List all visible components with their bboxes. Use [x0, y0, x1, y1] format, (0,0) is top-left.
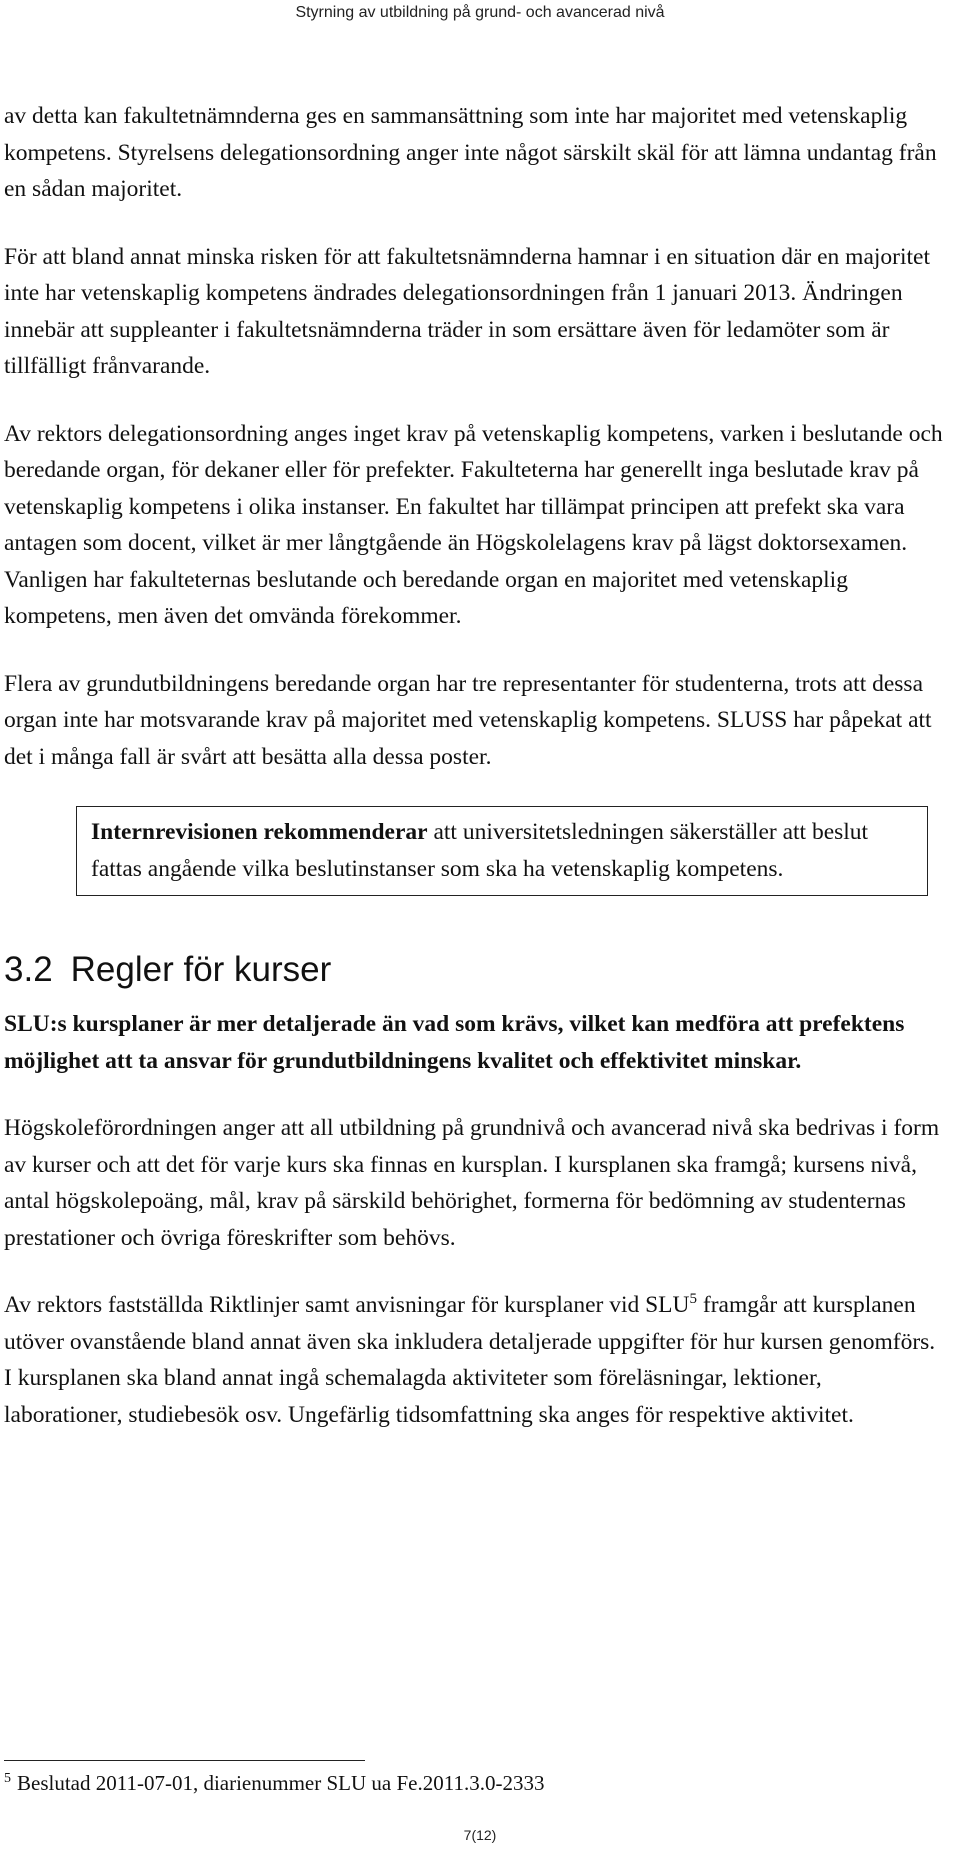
footnote — [4, 1768, 544, 1798]
paragraph: Av rektors delegationsordning anges inget krav på vetenskaplig kompetens, varken i beslutande och beredande organ, för dekaner eller för prefekter. Fakulteterna har generellt inga beslutade krav på vetenskaplig kompetens i olika instanser. En fakultet har tillämpat principen att prefekt ska vara antagen som docent, vilket är mer långtgående än Högskolelagens krav på lägst doktorsexamen. Vanligen har fakulteternas beslutande och beredande organ en majoritet med vetenskaplig kompetens, men även det omvända förekommer. — [4, 420, 943, 629]
section-lead: SLU:s kursplaner är mer detaljerade än vad som krävs, vilket kan medföra att prefektens möjlighet att ta ansvar för grundutbildningens kvalitet och effektivitet minskar. — [4, 1011, 905, 1074]
footnote-reference[interactable]: 5 — [689, 1291, 697, 1307]
paragraph: Flera av grundutbildningens beredande organ har tre representanter för studenterna, trots att dessa organ inte har motsvarande krav på majoritet med vetenskaplig kompetens. SLUSS har påpekat att det i många fall är svårt att besätta alla dessa poster. — [4, 670, 932, 770]
recommendation-box — [76, 806, 928, 896]
paragraph-text: Av rektors fastställda Riktlinjer samt anvisningar för kursplaner vid SLU — [4, 1292, 690, 1318]
footnote-text: Beslutad 2011-07-01, diarienummer SLU ua Fe.2011.3.0-2333 — [17, 1771, 545, 1795]
paragraph: För att bland annat minska risken för att fakultetsnämnderna hamnar i en situation där en majoritet inte har vetenskaplig kompetens ändrades delegationsordningen från 1 januari 2013. Ändringen innebär att suppleanter i fakultetsnämnderna träder in som ersättare även för ledamöter som är tillfälligt frånvarande. — [4, 243, 931, 379]
recommendation-bold: Internrevisionen rekommenderar — [91, 819, 428, 845]
paragraph-text: framgår att kursplanen utöver ovanstående bland annat även ska inkludera detaljerade uppgifter för hur kursen genomförs. I kursplanen ska bland annat ingå schemalagda aktiviteter som föreläsningar, lektioner, laborationer, studiebesök osv. Ungefärlig tidsomfattning ska anges för respektive aktivitet. — [4, 1292, 936, 1428]
page-header: Styrning av utbildning på grund- och avancerad nivå — [295, 4, 665, 21]
paragraph: av detta kan fakultetnämnderna ges en sammansättning som inte har majoritet med vetenskaplig kompetens. Styrelsens delegationsordning anger inte något särskilt skäl för att lämna undantag från en sådan majoritet. — [4, 103, 937, 202]
document-body — [4, 98, 946, 1464]
section-number: 3.2 — [4, 950, 53, 989]
paragraph — [4, 1287, 946, 1433]
section-heading — [4, 948, 946, 992]
footnote-number: 5 — [4, 1771, 11, 1786]
recommendation-text: att universitetsledningen säkerställer att beslut fattas angående vilka beslutinstanser som ska ha vetenskaplig kompetens. — [91, 819, 869, 882]
footnote-divider — [4, 1760, 365, 1761]
section-title: Regler för kurser — [70, 950, 332, 989]
paragraph: Högskoleförordningen anger att all utbildning på grundnivå och avancerad nivå ska bedrivas i form av kurser och att det för varje kurs ska finnas en kursplan. I kursplanen ska framgå; kursens nivå, antal högskolepoäng, mål, krav på särskild behörighet, formerna för bedömning av studenternas prestationer och övriga föreskrifter som behövs. — [4, 1115, 940, 1251]
page-number: 7(12) — [463, 1827, 497, 1843]
